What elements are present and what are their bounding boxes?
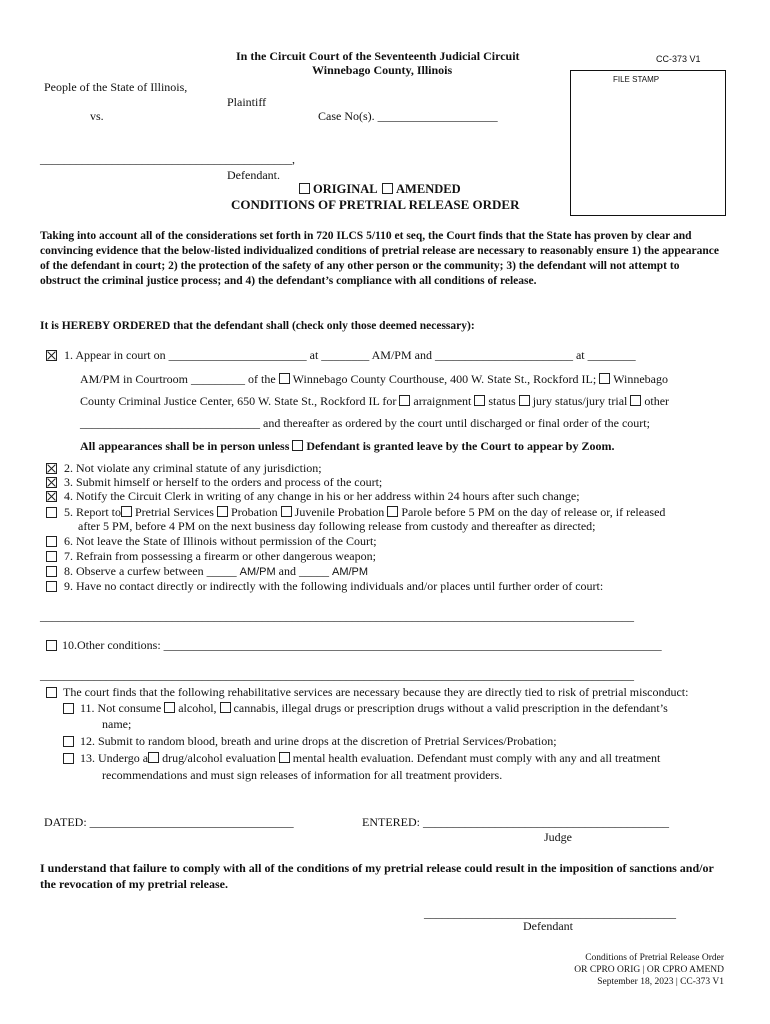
vs-label: vs. — [90, 109, 104, 123]
item1-line2 — [80, 372, 668, 386]
defendant-signature-line[interactable]: __________________________________________ — [424, 906, 676, 920]
arraignment-label: arraignment — [413, 394, 472, 408]
arraignment-checkbox[interactable] — [399, 395, 410, 406]
jury-label: jury status/jury trial — [532, 394, 628, 408]
item2-checkbox[interactable] — [46, 463, 57, 474]
rehab-checkbox[interactable] — [46, 687, 57, 698]
zoom-label: Defendant is granted leave by the Court to appear by Zoom. — [306, 439, 615, 453]
zoom-checkbox[interactable] — [292, 440, 303, 451]
item1-line4: ______________________________ and thereafter as ordered by the court until discharged or final order of the court; — [80, 416, 650, 430]
footer — [574, 952, 724, 988]
curfew-ampm-2: AM/PM — [332, 566, 369, 578]
item6-checkbox[interactable] — [46, 536, 57, 547]
acknowledgment: I understand that failure to comply with all of the conditions of my pretrial release could result in the imposition of sanctions and/or the revocation of my pretrial release. — [40, 861, 714, 891]
mental-eval-label: mental health evaluation. Defendant must comply with any and all treatment — [292, 751, 661, 765]
court-name: In the Circuit Court of the Seventeenth Judicial Circuit — [236, 49, 520, 63]
cjc-checkbox[interactable] — [599, 373, 610, 384]
consume-text: 11. Not consume — [80, 701, 162, 715]
plaintiff-label: Plaintiff — [227, 95, 267, 109]
probation-checkbox[interactable] — [217, 506, 228, 517]
file-stamp-label: FILE STAMP — [613, 75, 660, 84]
original-checkbox[interactable] — [299, 183, 310, 194]
item13-line2: recommendations and must sign releases of information for all treatment providers. — [102, 768, 503, 782]
jury-checkbox[interactable] — [519, 395, 530, 406]
parole-label: Parole before 5 PM on the day of release or, if released — [401, 505, 666, 519]
other-checkbox[interactable] — [630, 395, 641, 406]
judge-label: Judge — [544, 830, 572, 844]
item5-checkbox[interactable] — [46, 507, 57, 518]
pretrial-label: Pretrial Services — [135, 505, 214, 519]
item13-line1 — [80, 751, 660, 765]
item8-text — [64, 564, 368, 579]
item4-checkbox[interactable] — [46, 491, 57, 502]
cjc-label: Winnebago — [613, 372, 669, 386]
item1-line5 — [80, 439, 614, 453]
item1-line3 — [80, 394, 669, 408]
item4-text: 4. Notify the Circuit Clerk in writing of any change in his or her address within 24 hours after such change; — [64, 489, 580, 503]
parole-checkbox[interactable] — [387, 506, 398, 517]
dated-field[interactable]: DATED: __________________________________ — [44, 815, 294, 829]
defendant-sig-label: Defendant — [523, 919, 573, 933]
amended-checkbox[interactable] — [382, 183, 393, 194]
courthouse-label: Winnebago County Courthouse, 400 W. State St., Rockford IL; — [292, 372, 597, 386]
item3-text: 3. Submit himself or herself to the orders and process of the court; — [64, 475, 383, 489]
item1-checkbox[interactable] — [46, 350, 57, 361]
report-text: 5. Report to — [64, 505, 121, 519]
status-label: status — [488, 394, 516, 408]
rehab-intro: The court finds that the following rehabilitative services are necessary because they are directly tied to risk of pretrial misconduct: — [63, 685, 689, 699]
original-label: ORIGINAL — [313, 182, 377, 196]
item9-text: 9. Have no contact directly or indirectly with the following individuals and/or places until further order of court: — [64, 579, 604, 593]
people-label: People of the State of Illinois, — [44, 80, 188, 94]
county-name: Winnebago County, Illinois — [312, 63, 453, 77]
status-checkbox[interactable] — [474, 395, 485, 406]
item10-blank-line[interactable]: ___________________________________________________________________________________________________ — [40, 668, 634, 682]
footer-date: September 18, 2023 | CC-373 V1 — [597, 977, 724, 987]
defendant-label: Defendant. — [227, 168, 280, 182]
item7-text: 7. Refrain from possessing a firearm or other dangerous weapon; — [64, 549, 376, 563]
findings-paragraph: Taking into account all of the considerations set forth in 720 ILCS 5/110 et seq, the Court finds that the State has proven by clear and convincing evidence that the below-listed individualized conditions of pretrial release are necessary to reasonably ensure 1) the appearance of the defendant in court; 2) the protection of the safety of any other person or the community; 3) the defendant will not attempt to obstruct the criminal justice process; and 4) the defendant’s compliance with all conditions of release. — [40, 230, 719, 287]
in-person-text: All appearances shall be in person unless — [80, 439, 290, 453]
other-label: other — [644, 394, 670, 408]
item10-checkbox[interactable] — [46, 640, 57, 651]
entered-field[interactable]: ENTERED: _________________________________________ — [362, 815, 669, 829]
item2-text: 2. Not violate any criminal statute of any jurisdiction; — [64, 461, 322, 475]
amended-label: AMENDED — [396, 182, 461, 196]
item8-checkbox[interactable] — [46, 566, 57, 577]
pretrial-checkbox[interactable] — [121, 506, 132, 517]
item9-checkbox[interactable] — [46, 581, 57, 592]
case-number-field[interactable]: Case No(s). ____________________ — [318, 109, 498, 123]
cannabis-label: cannabis, illegal drugs or prescription drugs without a valid prescription in the defendant’s — [233, 701, 668, 715]
order-type — [299, 182, 461, 196]
item13-checkbox[interactable] — [63, 753, 74, 764]
footer-codes: OR CPRO ORIG | OR CPRO AMEND — [574, 965, 724, 975]
item6-text: 6. Not leave the State of Illinois without permission of the Court; — [64, 534, 377, 548]
juvenile-checkbox[interactable] — [281, 506, 292, 517]
item11-line1 — [80, 701, 668, 715]
file-stamp-box — [570, 70, 726, 216]
page-title: CONDITIONS OF PRETRIAL RELEASE ORDER — [231, 197, 520, 212]
defendant-name-field[interactable]: __________________________________________, — [40, 152, 295, 166]
curfew-and: and _____ — [278, 564, 329, 578]
mental-eval-checkbox[interactable] — [279, 752, 290, 763]
footer-title: Conditions of Pretrial Release Order — [585, 953, 724, 963]
probation-label: Probation — [230, 505, 278, 519]
curfew-ampm-1: AM/PM — [239, 566, 276, 578]
item9-blank-line[interactable]: ___________________________________________________________________________________________________ — [40, 609, 634, 623]
item5-line2: after 5 PM, before 4 PM on the next business day following release from custody and thereafter as directed; — [78, 519, 596, 533]
courthouse-checkbox[interactable] — [279, 373, 290, 384]
cannabis-checkbox[interactable] — [220, 702, 231, 713]
curfew-text: 8. Observe a curfew between _____ — [64, 564, 237, 578]
alcohol-checkbox[interactable] — [164, 702, 175, 713]
form-id: CC-373 V1 — [656, 54, 701, 64]
item1-line1: 1. Appear in court on _______________________ at ________ AM/PM and _______________________ at ________ — [64, 348, 636, 362]
undergo-text: 13. Undergo a — [80, 751, 149, 765]
item11-line2: name; — [102, 717, 132, 731]
item12-text: 12. Submit to random blood, breath and urine drops at the discretion of Pretrial Services/Probation; — [80, 734, 557, 748]
ordered-statement: It is HEREBY ORDERED that the defendant shall (check only those deemed necessary): — [40, 320, 475, 332]
item12-checkbox[interactable] — [63, 736, 74, 747]
juvenile-label: Juvenile Probation — [294, 505, 385, 519]
drug-eval-label: drug/alcohol evaluation — [162, 751, 276, 765]
item7-checkbox[interactable] — [46, 551, 57, 562]
courtroom-text: AM/PM in Courtroom _________ of the — [80, 372, 276, 386]
item3-checkbox[interactable] — [46, 477, 57, 488]
cjc-address: County Criminal Justice Center, 650 W. State St., Rockford IL for — [80, 394, 397, 408]
item10-text[interactable]: 10.Other conditions: ___________________________________________________________________________________ — [62, 638, 662, 652]
item5-line1 — [64, 505, 665, 519]
alcohol-label: alcohol, — [178, 701, 217, 715]
drug-eval-checkbox[interactable] — [148, 752, 159, 763]
item11-checkbox[interactable] — [63, 703, 74, 714]
